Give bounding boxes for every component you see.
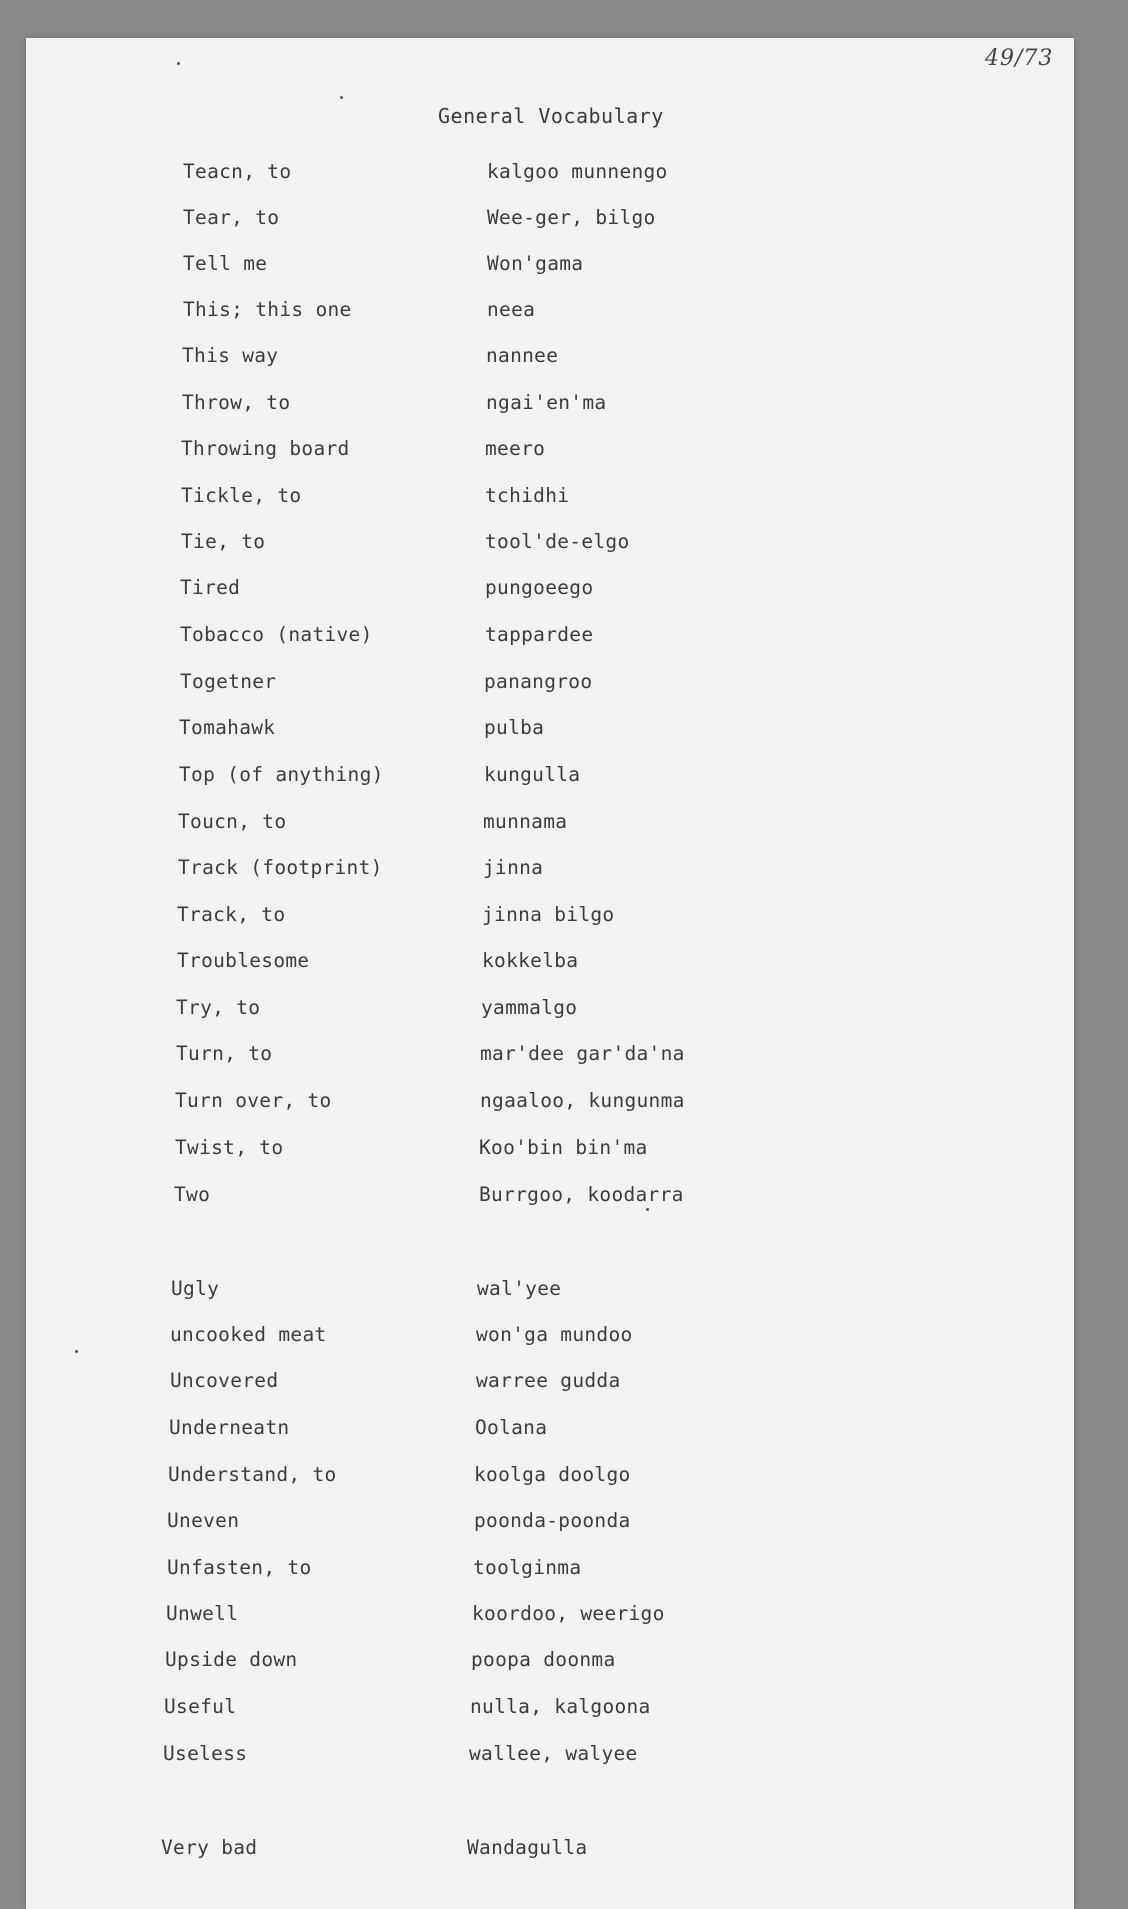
- vocab-term: Uneven: [167, 1509, 240, 1532]
- vocab-definition: koolga doolgo: [474, 1463, 631, 1486]
- vocab-definition: nulla, kalgoona: [470, 1695, 651, 1718]
- vocab-term: Underneatn: [169, 1416, 290, 1439]
- vocab-term: Ugly: [171, 1277, 220, 1300]
- vocab-definition: yammalgo: [481, 996, 578, 1019]
- vocab-definition: Wandagulla: [467, 1836, 588, 1859]
- vocab-term: Understand, to: [168, 1463, 337, 1486]
- vocab-term: This way: [182, 344, 279, 367]
- vocab-definition: kungulla: [484, 763, 581, 786]
- vocab-definition: jinna: [483, 856, 544, 879]
- vocab-definition: ngai'en'ma: [486, 391, 607, 414]
- vocab-definition: pungoeego: [485, 576, 594, 599]
- vocab-definition: ngaaloo, kungunma: [480, 1089, 685, 1112]
- vocab-definition: neea: [487, 298, 536, 321]
- vocab-term: This; this one: [183, 298, 352, 321]
- vocab-term: Very bad: [161, 1836, 258, 1859]
- vocab-definition: pulba: [484, 716, 545, 739]
- vocab-term: Toucn, to: [178, 810, 287, 833]
- vocab-term: Tear, to: [183, 206, 280, 229]
- vocab-term: uncooked meat: [170, 1323, 327, 1346]
- vocab-term: Track, to: [177, 903, 286, 926]
- vocab-definition: tool'de-elgo: [485, 530, 630, 553]
- vocab-definition: kokkelba: [482, 949, 579, 972]
- vocab-definition: toolginma: [473, 1556, 582, 1579]
- vocab-definition: nannee: [486, 344, 559, 367]
- vocab-definition: Won'gama: [487, 252, 584, 275]
- vocab-term: Turn, to: [176, 1042, 273, 1065]
- vocab-definition: tappardee: [485, 623, 594, 646]
- vocab-definition: wallee, walyee: [469, 1742, 638, 1765]
- vocab-term: Two: [174, 1183, 211, 1206]
- speck: [75, 1350, 78, 1353]
- vocab-definition: Koo'bin bin'ma: [479, 1136, 648, 1159]
- vocab-definition: munnama: [483, 810, 568, 833]
- vocab-term: Tell me: [183, 252, 268, 275]
- vocab-term: Tickle, to: [181, 484, 302, 507]
- vocab-term: Twist, to: [175, 1136, 284, 1159]
- vocab-term: Turn over, to: [175, 1089, 332, 1112]
- vocab-term: Uncovered: [170, 1369, 279, 1392]
- vocab-term: Throwing board: [181, 437, 350, 460]
- vocab-term: Tomahawk: [179, 716, 276, 739]
- vocab-definition: warree gudda: [476, 1369, 621, 1392]
- vocab-definition: Oolana: [475, 1416, 548, 1439]
- vocab-definition: tchidhi: [485, 484, 570, 507]
- speck: [340, 96, 343, 99]
- vocab-definition: poopa doonma: [471, 1648, 616, 1671]
- vocab-term: Throw, to: [182, 391, 291, 414]
- vocab-definition: wal'yee: [477, 1277, 562, 1300]
- vocab-definition: poonda-poonda: [474, 1509, 631, 1532]
- vocab-definition: koordoo, weerigo: [472, 1602, 665, 1625]
- vocab-definition: Wee-ger, bilgo: [487, 206, 656, 229]
- vocab-term: Troublesome: [177, 949, 310, 972]
- vocab-definition: kalgoo munnengo: [487, 160, 668, 183]
- vocab-term: Tobacco (native): [180, 623, 373, 646]
- vocab-definition: panangroo: [484, 670, 593, 693]
- vocab-definition: meero: [485, 437, 546, 460]
- speck: [646, 1208, 649, 1211]
- vocab-term: Teacn, to: [183, 160, 292, 183]
- page-title: General Vocabulary: [438, 104, 664, 128]
- vocab-term: Useful: [164, 1695, 237, 1718]
- vocab-definition: mar'dee gar'da'na: [480, 1042, 685, 1065]
- vocab-term: Unwell: [166, 1602, 239, 1625]
- vocab-term: Try, to: [176, 996, 261, 1019]
- speck: [177, 62, 180, 65]
- vocab-term: Tired: [180, 576, 241, 599]
- vocab-term: Track (footprint): [178, 856, 383, 879]
- vocab-term: Top (of anything): [179, 763, 384, 786]
- vocab-definition: Burrgoo, koodarra: [479, 1183, 684, 1206]
- page-number: 49/73: [985, 46, 1054, 71]
- vocab-term: Unfasten, to: [167, 1556, 312, 1579]
- vocab-definition: won'ga mundoo: [476, 1323, 633, 1346]
- vocab-term: Tie, to: [181, 530, 266, 553]
- vocab-term: Togetner: [180, 670, 277, 693]
- vocab-term: Useless: [163, 1742, 248, 1765]
- vocab-term: Upside down: [165, 1648, 298, 1671]
- vocab-definition: jinna bilgo: [482, 903, 615, 926]
